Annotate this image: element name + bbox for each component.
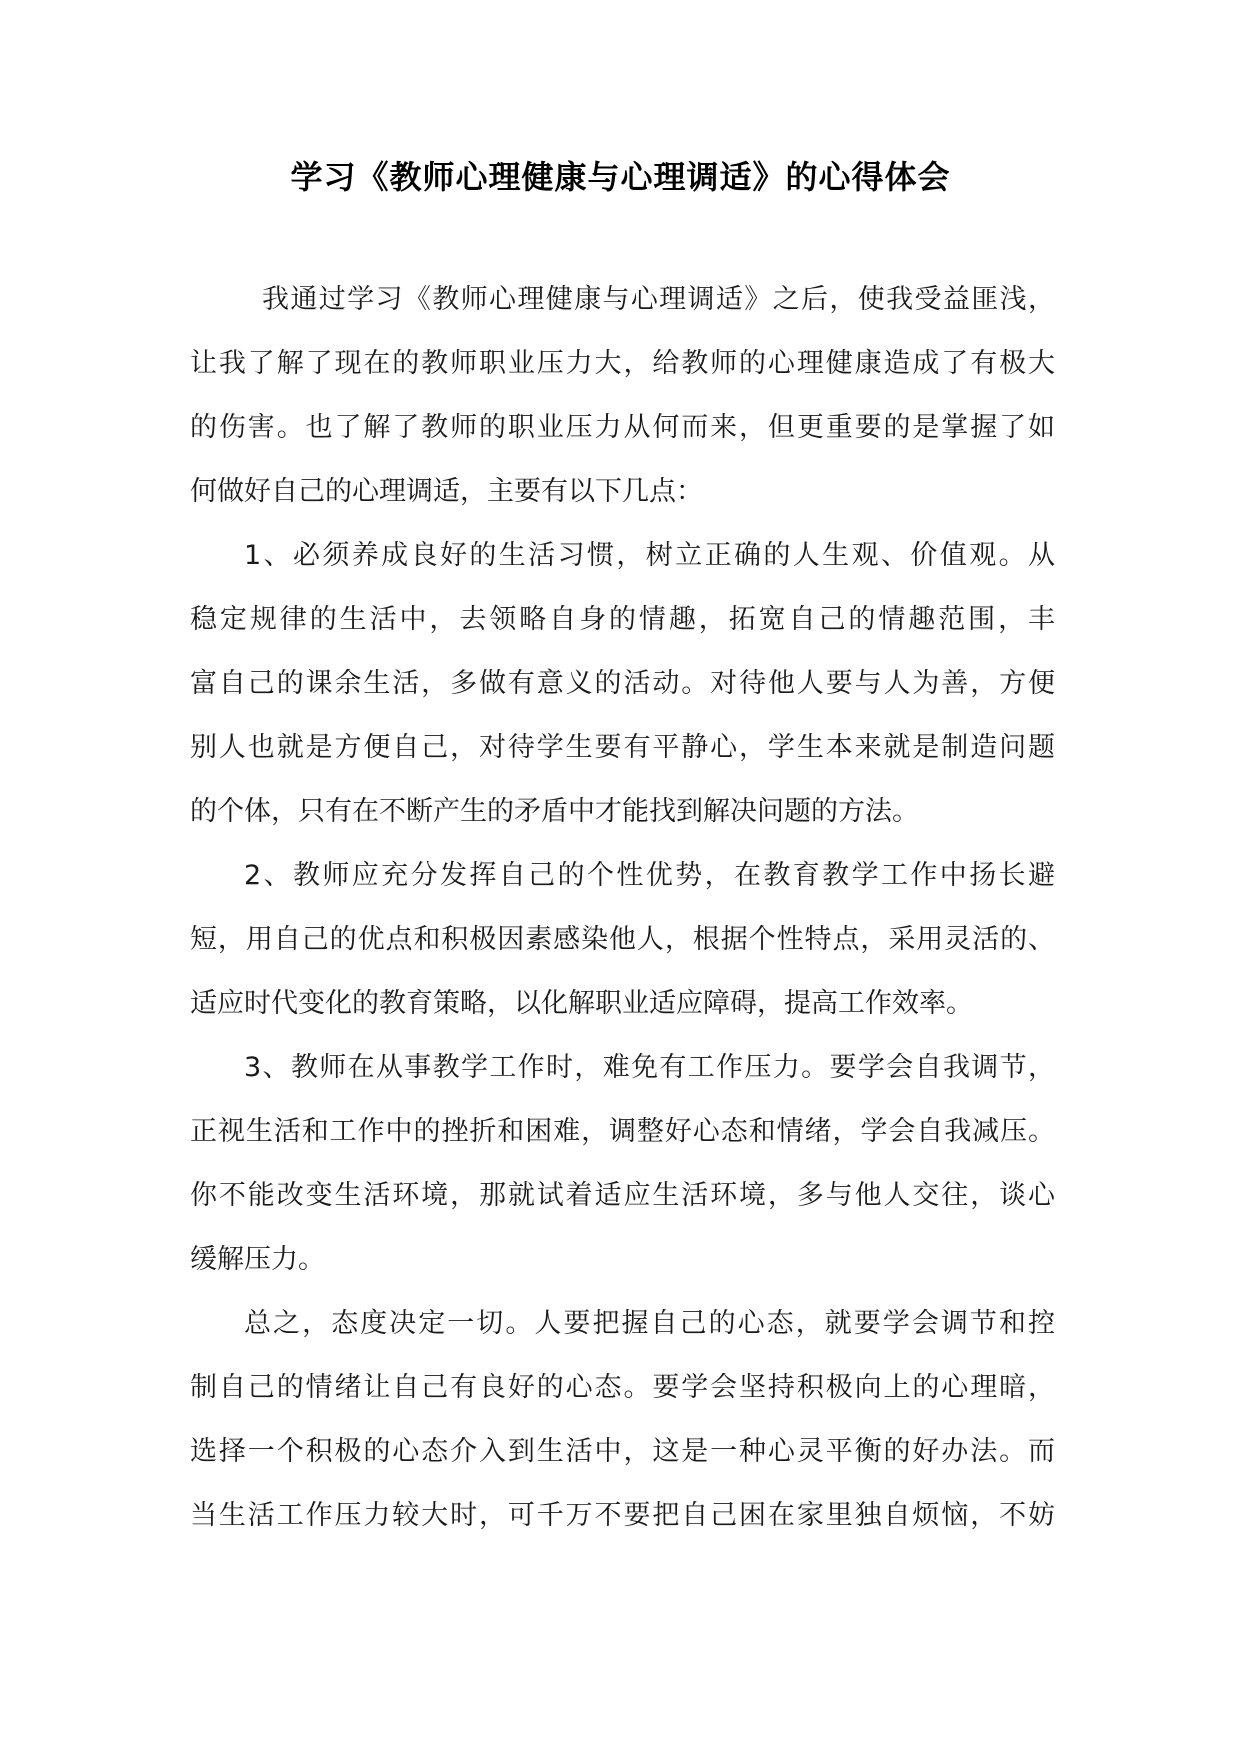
paragraph-line: 2、教师应充分发挥自己的个性优势，在教育教学工作中扬长避 [244,860,1055,891]
document-body [190,268,1055,1548]
paragraph-line: 总之，态度决定一切。人要把握自己的心态，就要学会调节和控 [244,1308,1055,1339]
paragraph-line: 富自己的课余生活，多做有意义的活动。对待他人要与人为善，方便 [190,668,1055,699]
paragraph-line: 的伤害。也了解了教师的职业压力从何而来，但更重要的是掌握了如 [190,412,1055,443]
paragraph-line: 当生活工作压力较大时，可千万不要把自己困在家里独自烦恼，不妨 [190,1500,1055,1531]
paragraph-line: 1、必须养成良好的生活习惯，树立正确的人生观、价值观。从 [244,540,1055,571]
paragraph-line: 适应时代变化的教育策略，以化解职业适应障碍，提高工作效率。 [190,988,973,1019]
paragraph-line: 何做好自己的心理调适，主要有以下几点： [190,476,703,507]
paragraph-line: 别人也就是方便自己，对待学生要有平静心，学生本来就是制造问题 [190,732,1055,763]
paragraph-line: 你不能改变生活环境，那就试着适应生活环境，多与他人交往，谈心 [190,1180,1055,1211]
paragraph-line: 我通过学习《教师心理健康与心理调适》之后，使我受益匪浅， [262,284,1055,315]
paragraph-line: 选择一个积极的心态介入到生活中，这是一种心灵平衡的好办法。而 [190,1436,1055,1467]
paragraph-line: 制自己的情绪让自己有良好的心态。要学会坚持积极向上的心理暗， [190,1372,1055,1403]
document-title: 学习《教师心理健康与心理调适》的心得体会 [290,158,951,196]
paragraph-line: 短，用自己的优点和积极因素感染他人，根据个性特点，采用灵活的、 [190,924,1055,955]
paragraph-line: 3、教师在从事教学工作时，难免有工作压力。要学会自我调节， [244,1052,1055,1083]
paragraph-line: 让我了解了现在的教师职业压力大，给教师的心理健康造成了有极大 [190,348,1055,379]
paragraph-line: 稳定规律的生活中，去领略自身的情趣，拓宽自己的情趣范围，丰 [190,604,1055,635]
paragraph-line: 正视生活和工作中的挫折和困难，调整好心态和情绪，学会自我减压。 [190,1116,1055,1147]
paragraph-line: 的个体，只有在不断产生的矛盾中才能找到解决问题的方法。 [190,796,919,827]
paragraph-line: 缓解压力。 [190,1244,325,1275]
